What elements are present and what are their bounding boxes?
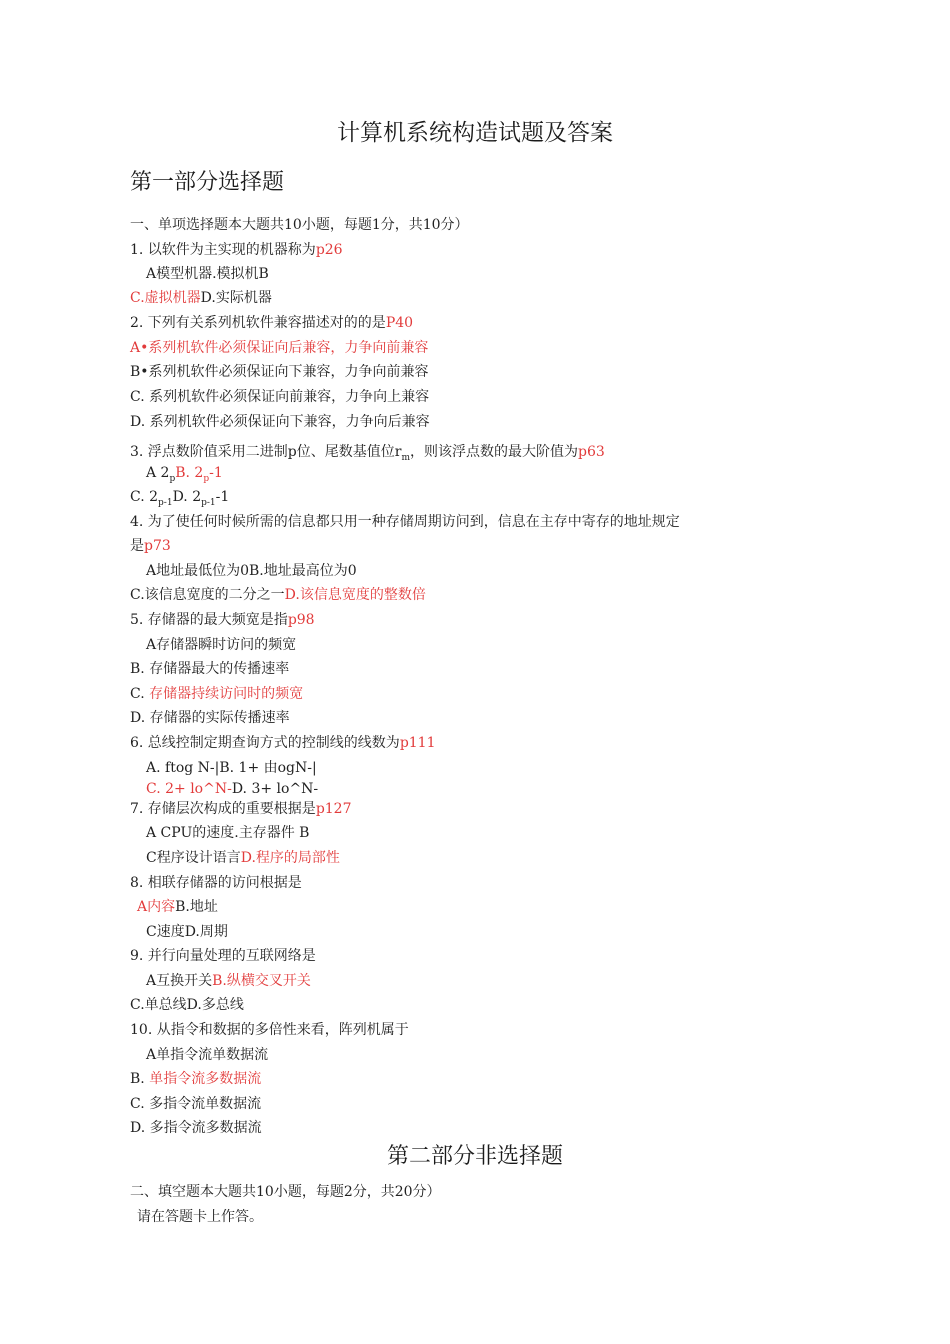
line-text: p-1 <box>158 497 173 508</box>
section2-note: 请在答题卡上作答。 <box>137 1209 263 1225</box>
line-text: 是 <box>130 538 144 554</box>
question-line <box>130 362 429 382</box>
question-line <box>130 288 272 308</box>
answer-text: p73 <box>144 538 171 554</box>
line-text: D. 3+ lo^N- <box>231 781 319 797</box>
section1-heading: 一、单项选择题本大题共10小题，每题1分，共10分） <box>130 217 469 233</box>
question-line <box>137 897 218 917</box>
line-text: D. 2 <box>172 489 202 505</box>
line-text: C.单总线D.多总线 <box>130 997 244 1013</box>
document-title: 计算机系统构造试题及答案 <box>337 120 613 146</box>
question-line <box>130 684 303 704</box>
line-text: C. 多指令流单数据流 <box>130 1096 262 1112</box>
question-line <box>146 264 269 284</box>
question-line <box>146 779 318 799</box>
line-text: 2. 下列有关系列机软件兼容描述对的的是 <box>130 315 386 331</box>
question-line <box>146 758 317 778</box>
question-line <box>130 733 436 753</box>
question-line <box>146 848 340 868</box>
line-text: 1. 以软件为主实现的机器称为 <box>130 242 316 258</box>
answer-text: p63 <box>578 444 605 460</box>
line-text: C. 2 <box>130 489 159 505</box>
answer-text: p98 <box>287 612 315 628</box>
question-line <box>146 823 309 843</box>
line-text: C.该信息宽度的二分之一 <box>130 587 285 603</box>
answer-text: A内容 <box>137 899 176 915</box>
line-text: 9. 并行向量处理的互联网络是 <box>130 948 316 964</box>
answer-text: C.虚拟机器 <box>130 290 201 306</box>
question-line <box>146 635 296 655</box>
line-text: 6. 总线控制定期查询方式的控制线的线数为 <box>130 735 400 751</box>
section2-heading: 二、填空题本大题共10小题，每题2分，共20分） <box>130 1184 441 1200</box>
answer-text: p127 <box>315 801 352 817</box>
answer-text: D.该信息宽度的整数倍 <box>284 587 426 603</box>
question-line <box>130 1069 261 1089</box>
line-text: p <box>169 473 176 484</box>
answer-text: p26 <box>315 242 343 258</box>
line-text: C速度D.周期 <box>146 924 228 940</box>
part2-heading: 第二部分非选择题 <box>386 1144 563 1169</box>
line-text: B. <box>130 1071 150 1087</box>
question-line <box>130 240 343 260</box>
line-text: C. 系列机软件必须保证向前兼容，力争向上兼容 <box>130 389 430 405</box>
question-line <box>146 463 223 483</box>
line-text: A CPU的速度.主存器件 B <box>146 825 310 841</box>
question-line <box>130 659 289 679</box>
answer-text: 单指令流多数据流 <box>149 1071 262 1087</box>
question-line <box>146 971 311 991</box>
answer-text: -1 <box>209 465 223 481</box>
line-text: -1 <box>215 489 230 505</box>
answer-text: P40 <box>385 315 414 331</box>
line-text: 8. 相联存储器的访问根据是 <box>130 875 302 891</box>
answer-text: C. 2+ lo^N- <box>146 781 232 797</box>
question-line <box>130 442 605 462</box>
answer-text: D.程序的局部性 <box>240 850 340 866</box>
question-line <box>130 708 290 728</box>
question-line <box>130 387 429 407</box>
question-line <box>130 536 171 556</box>
line-text: p-1 <box>201 497 216 508</box>
line-text: 5. 存储器的最大频宽是指 <box>130 612 288 628</box>
question-line <box>130 487 229 507</box>
answer-text: 存储器持续访问时的频宽 <box>149 686 304 702</box>
question-line <box>130 995 244 1015</box>
line-text: m <box>401 452 411 463</box>
answer-text: B.纵横交叉开关 <box>212 973 311 989</box>
line-text: B•系列机软件必须保证向下兼容，力争向前兼容 <box>130 364 429 380</box>
question-line <box>146 1045 268 1065</box>
answer-text: p111 <box>399 735 436 751</box>
answer-text: A•系列机软件必须保证向后兼容，力争向前兼容 <box>130 340 429 356</box>
line-text: A单指令流单数据流 <box>146 1047 269 1063</box>
question-line <box>130 799 352 819</box>
line-text: D.实际机器 <box>200 290 272 306</box>
line-text: C程序设计语言 <box>146 850 241 866</box>
line-text: A 2 <box>146 465 170 481</box>
line-text: ，则该浮点数的最大阶值为 <box>410 444 579 460</box>
question-line <box>130 585 426 605</box>
line-text: B. 存储器最大的传播速率 <box>130 661 290 677</box>
answer-text: p <box>203 473 210 484</box>
question-line <box>130 1020 409 1040</box>
line-text: 10. 从指令和数据的多倍性来看，阵列机属于 <box>130 1022 409 1038</box>
line-text: 3. 浮点数阶值采用二进制p位、尾数基值位r <box>130 444 402 460</box>
line-text: D. 多指令流多数据流 <box>130 1120 262 1136</box>
line-text: A模型机器.模拟机B <box>146 266 269 282</box>
question-line <box>130 512 680 532</box>
question-line <box>130 1118 262 1138</box>
line-text: A互换开关 <box>146 973 213 989</box>
line-text: C. <box>130 686 150 702</box>
question-line <box>146 922 228 942</box>
line-text: 7. 存储层次构成的重要根据是 <box>130 801 316 817</box>
question-line <box>130 946 316 966</box>
question-line <box>130 610 315 630</box>
question-line <box>130 873 302 893</box>
line-text: A地址最低位为0B.地址最高位为0 <box>146 563 357 579</box>
question-line <box>130 313 413 333</box>
question-line <box>130 412 430 432</box>
line-text: A存储器瞬时访问的频宽 <box>146 637 297 653</box>
answer-text: B. 2 <box>175 465 204 481</box>
question-line <box>146 561 357 581</box>
line-text: 4. 为了使任何时候所需的信息都只用一种存储周期访问到，信息在主存中寄存的地址规定 <box>130 514 680 530</box>
line-text: D. 存储器的实际传播速率 <box>130 710 290 726</box>
line-text: B.地址 <box>175 899 218 915</box>
line-text: D. 系列机软件必须保证向下兼容，力争向后兼容 <box>130 414 430 430</box>
question-line <box>130 338 428 358</box>
part1-heading: 第一部分选择题 <box>130 170 285 195</box>
question-line <box>130 1094 261 1114</box>
line-text: A. ftog N-|B. 1+ 由ogN-| <box>146 760 317 776</box>
